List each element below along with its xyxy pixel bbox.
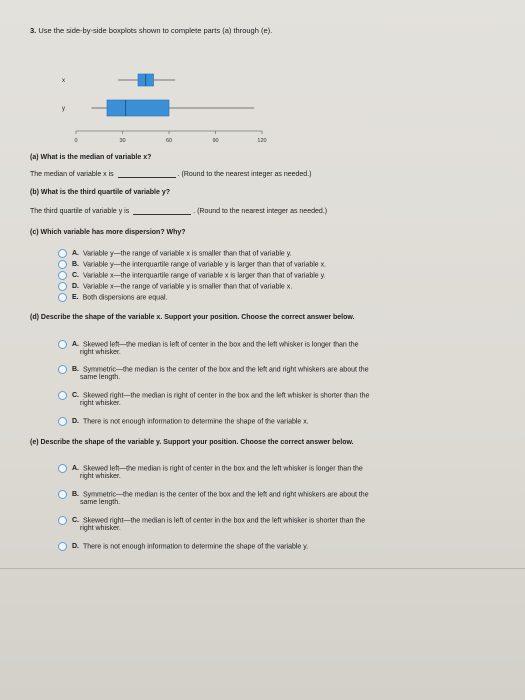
axis-tick-label: 120 (257, 138, 267, 144)
part-e-option-c[interactable]: C. Skewed right—the median is left of center in the box and the left whisker is shorter than the right whisker. (58, 516, 365, 532)
part-c-option-a[interactable]: A. Variable y—the range of variable x is smaller than that of variable y. (58, 249, 292, 258)
radio-button[interactable] (58, 271, 67, 280)
row-label-y: y (62, 106, 65, 112)
part-b-statement: The third quartile of variable y is (30, 208, 130, 215)
part-d-option-b[interactable]: B. Symmetric—the median is the center of the box and the left and right whiskers are about the same length. (58, 365, 369, 381)
row-label-x: x (62, 78, 65, 84)
part-d-option-d[interactable]: D. There is not enough information to determine the shape of the variable x. (58, 417, 309, 426)
part-a-answer-field[interactable] (118, 170, 176, 178)
part-d-heading: (d) Describe the shape of the variable x. Support your position. Choose the correct answer below. (30, 314, 355, 321)
part-c-option-c[interactable]: C. Variable x—the interquartile range of variable x is larger than that of variable y. (58, 271, 326, 280)
radio-button[interactable] (58, 249, 67, 258)
part-e-option-a[interactable]: A. Skewed left—the median is right of center in the box and the left whisker is longer than the right whisker. (58, 464, 363, 480)
part-c-option-b[interactable]: B. Variable y—the interquartile range of variable y is larger than that of variable x. (58, 260, 326, 269)
radio-button[interactable] (58, 293, 67, 302)
part-b-heading: (b) What is the third quartile of variable y? (30, 189, 171, 196)
axis-tick-label: 90 (212, 138, 219, 144)
radio-button[interactable] (58, 542, 67, 551)
box-y (107, 100, 169, 116)
radio-button[interactable] (58, 340, 67, 349)
part-d-option-a[interactable]: A. Skewed left—the median is left of center in the box and the left whisker is longer than the right whisker. (58, 340, 359, 356)
question-text: Use the side-by-side boxplots shown to complete parts (a) through (e). (38, 26, 273, 35)
radio-button[interactable] (58, 464, 67, 473)
part-a-answer-line: The median of variable x is . (Round to the nearest integer as needed.) (30, 171, 312, 178)
worksheet (18, 22, 518, 567)
part-a-hint: (Round to the nearest integer as needed.) (181, 171, 312, 178)
radio-button[interactable] (58, 516, 67, 525)
radio-button[interactable] (58, 282, 67, 291)
part-c-heading: (c) Which variable has more dispersion? Why? (30, 229, 186, 236)
radio-button[interactable] (58, 490, 67, 499)
boxplot-marks (92, 74, 255, 116)
part-e-option-d[interactable]: D. There is not enough information to determine the shape of the variable y. (58, 542, 308, 551)
part-c-option-d[interactable]: D. Variable x—the range of variable y is smaller than that of variable x. (58, 282, 292, 291)
axis-ticks (74, 131, 266, 144)
radio-button[interactable] (58, 391, 67, 400)
radio-button[interactable] (58, 417, 67, 426)
part-a-heading: (a) What is the median of variable x? (30, 154, 152, 161)
part-e-heading: (e) Describe the shape of the variable y. Support your position. Choose the correct answer below. (30, 439, 354, 446)
question-prompt (30, 26, 272, 35)
part-a-statement: The median of variable x is (30, 171, 114, 178)
part-b-answer-field[interactable] (133, 207, 191, 215)
part-d-option-c[interactable]: C. Skewed right—the median is right of center in the box and the left whisker is shorter than the right whisker. (58, 391, 369, 407)
question-number: 3. (30, 26, 37, 35)
part-e-option-b[interactable]: B. Symmetric—the median is the center of the box and the left and right whiskers are about the same length. (58, 490, 369, 506)
part-b-hint: (Round to the nearest integer as needed.) (197, 208, 328, 215)
radio-button[interactable] (58, 260, 67, 269)
axis-tick-label: 30 (119, 138, 126, 144)
radio-button[interactable] (58, 365, 67, 374)
page-edge-line (0, 568, 525, 569)
axis-tick-label: 60 (165, 138, 173, 144)
axis-tick-label: 0 (74, 138, 78, 144)
part-c-option-e[interactable]: E. Both dispersions are equal. (58, 293, 167, 302)
side-by-side-boxplot (54, 58, 274, 148)
part-b-answer-line: The third quartile of variable y is . (Round to the nearest integer as needed.) (30, 208, 328, 215)
